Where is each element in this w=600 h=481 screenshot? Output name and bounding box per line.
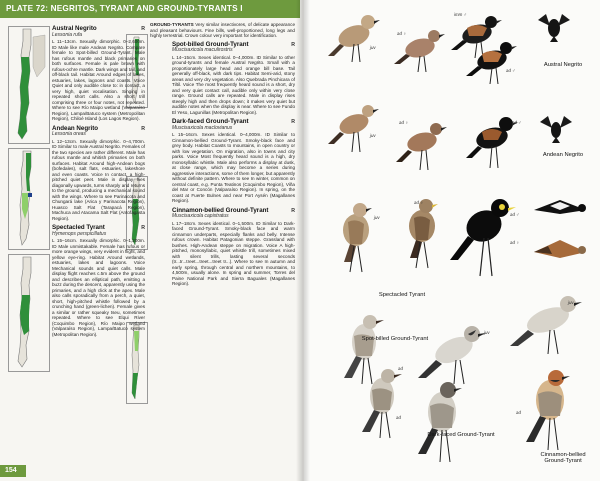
- tag-ad: ad: [516, 410, 521, 415]
- species-entry-cinnamon-bellied: [150, 208, 295, 287]
- bird-illustration: [464, 36, 520, 86]
- species-status: R: [291, 41, 295, 48]
- plate-title: PLATE 72: NEGRITOS, TYRANT AND GROUND-TYRANTS I: [6, 4, 243, 13]
- bird-illustration: [504, 286, 594, 356]
- species-name: Spot-billed Ground-Tyrant: [172, 40, 249, 48]
- species-description: L 15–16cm. Sexually dimorphic. 0–1,200m. ID Male unmistakable. Female has rufous or more orange wings, very evident in flight, and yellow eye-ring. Habitat Around wetlands, estuaries, lakes and lagoons. Voice Mechanical sounds and quiet calls. Male display flight reaches c.5m above the ground and describes an elliptical path, emitting a buzz during the descent, apparently using the primaries, and a high click at the apex. Male also calls sporadically from a perch, a quiet, short, high-pitched whistle followed by a crunching hand (green-lichen). Female gives a similar or rather squeaky tseu, sometimes repeated. Where to see Elqui River (Coquimbo Region), Río Maipo wetland (Valparaíso Region), Lampa/Batuco system (Metropolitan Region).: [52, 238, 145, 337]
- bird-illustration: [510, 360, 590, 452]
- tag-ad: ad: [398, 366, 403, 371]
- tag-ad-male: ad ♂: [506, 68, 516, 73]
- tag-ad-male: ad ♂: [512, 120, 522, 125]
- species-scientific-name: Lessonia rufa: [52, 31, 83, 38]
- tag-juv: juv: [484, 330, 490, 335]
- species-name: Spectacled Tyrant: [52, 224, 105, 231]
- caption-dark-faced: Dark-faced Ground-Tyrant: [427, 432, 495, 438]
- species-entry-dark-faced: [150, 119, 295, 204]
- species-status: R: [141, 225, 145, 231]
- bird-illustration: [530, 232, 590, 272]
- bird-illustration: [538, 114, 574, 144]
- plate-header: [0, 0, 300, 18]
- tag-ad: ad: [396, 415, 401, 420]
- species-entry-austral-negrito: [52, 26, 145, 122]
- tag-juv: juv: [370, 45, 376, 50]
- page-number-badge: [0, 465, 26, 477]
- species-name: Cinnamon-bellied Ground-Tyrant: [172, 206, 269, 214]
- caption-spot-billed: Spot-billed Ground-Tyrant: [361, 336, 429, 342]
- species-entry-spot-billed: [150, 42, 295, 116]
- page-number: 154: [5, 467, 17, 474]
- tag-juv: juv: [374, 215, 380, 220]
- range-map-austral-negrito: [8, 26, 50, 144]
- caption-spectacled-tyrant: Spectacled Tyrant: [378, 292, 426, 298]
- species-scientific-name: Muscisaxicola capistratus: [172, 213, 229, 219]
- bird-illustration: [326, 196, 386, 276]
- caption-austral-negrito: Austral Negrito: [543, 62, 583, 68]
- right-page-plate: [304, 0, 600, 481]
- text-column-right: [150, 22, 295, 291]
- species-description: L 14–15cm. Sexes identical. 0–4,000m. ID Similar to other ground-tyrants and female Austral Negrito. Small with a proportionately large head and orange bill base. Tail generally off-black, with dark tips. Habitat Semi-arid, stony areas and very dry vegetation. Also Quebrada Pinchicara of Tiltil. Voice The most frequently heard sound is a short, dry and very quiet contact call, audible only within very close range. Ground calls are repeated. Male in display rises steeply high and then drops down; it makes very quiet but audible notes when the display is near. Where to see Fundo El Yeso, Lagunillas (Metropolitan Region).: [172, 54, 295, 115]
- species-status: R: [291, 119, 295, 125]
- range-map-andean-negrito: [8, 148, 50, 250]
- bird-illustration: [326, 98, 382, 154]
- species-description: L 12–13cm. Sexually dimorphic. 0–4,700m. ID Similar to male Austral Negrito. Females of the two species are rather different. Male has rufous mantle and whitish primaries on both surfaces. Habitat Around high-Andean bogs (bofedales), salt flats, estuaries, lakeshore and even coasts. Voice In contact, a high-pitched quiet peet. Male in display flies diagonally upwards, turns sharply and returns to the ground, producing a mechanical sound with the wings. Where to see Parinacota and Chungará lake (Arica y Parinacota Region), Huasco Salt Flat (Tarapacá Region), Machuca and Atacama Salt Flat (Antofagasta Region).: [52, 138, 145, 221]
- intro-text: Very similar insectivores, of delicate appearance and pleasant behaviours. Fine bills, well-proportioned, long legs and highly terrestrial. Crown colour very important for identification.: [150, 22, 295, 38]
- bird-illustration: [462, 110, 522, 170]
- species-name: Dark-faced Ground-Tyrant: [172, 118, 249, 125]
- species-scientific-name: Hymenops perspicillatus: [52, 230, 107, 237]
- species-status: R: [291, 207, 295, 214]
- bird-illustration: [534, 10, 574, 44]
- species-name: Austral Negrito: [52, 25, 97, 32]
- tag-ad-female: ad ♀: [397, 31, 407, 36]
- caption-andean-negrito: Andean Negrito: [542, 152, 584, 158]
- right-column-entries: [150, 42, 295, 287]
- species-scientific-name: Muscisaxicola maclovianus: [172, 124, 233, 131]
- tag-juv: juv: [568, 300, 574, 305]
- caption-cinnamon-bellied: Cinnamon-bellied Ground-Tyrant: [540, 452, 586, 465]
- species-description: L 17–18cm. Sexes identical. 0–1,500m. ID Similar to Dark-faced Ground-Tyrant. Smoky-black face and warm cinnamon underparts, especially flanks and belly. Intense rufous crown. Habitat Patagonian steppe. Grassland with bushes. High-Andean steppe on migration. Voice A high-pitched, monosyllabic, quiet whistle trill, sometimes mixed with silent trills, lasting several seconds (tr...tr...treet...treet...treet tr...). Where to see In autumn and early spring, through central and northern mountains, to 4,500m, usually alone. In spring and summer, Torres del Paine National Park and Sierra Baguales (Magallanes Region).: [172, 220, 295, 286]
- range-map-spectacled-tyrant: [8, 254, 50, 372]
- bird-illustration: [324, 6, 384, 66]
- bird-illustration: [444, 190, 524, 280]
- bird-illustration: [402, 372, 482, 464]
- text-column-left: [52, 26, 145, 341]
- species-entry-andean-negrito: [52, 126, 145, 222]
- intro-heading: GROUND-TYRANTS: [150, 22, 194, 27]
- tag-imm-male: imm ♂: [454, 12, 467, 17]
- species-description: L 15–16cm. Sexes identical. 0–4,000m. ID Similar to Cinnamon-bellied Ground-Tyrant. Smoky-black face and grey body. Habitat Coasts to mountains, in open country or with low vegetation. On migration, also in towns and city parks. Voice Most frequently heard sound is a high, dry monosyllabic whistle. Male also performs a display at dusk, at close range, which may become a series during aggressive interactions, some of them longer, but apparently without definite pattern. Where to see In winter, common on central coast, e.g. Punta Teatinos (Coquimbo Region), Viña del Mar or Concón (Valparaíso Region). In spring, on the coast at Fuerte Bulnes and near Port Aysén (Magallanes Region).: [172, 132, 295, 203]
- species-status: R: [141, 26, 145, 32]
- tag-ad-female: ad ♀: [399, 120, 409, 125]
- species-entry-spectacled-tyrant: [52, 225, 145, 337]
- species-status: R: [141, 125, 145, 132]
- species-name: Andean Negrito: [52, 124, 99, 132]
- tag-ad-female: ad ♀: [414, 200, 424, 205]
- tag-juv: juv: [370, 133, 376, 138]
- ground-tyrants-intro: [150, 22, 295, 39]
- species-scientific-name: Lessonia oreas: [52, 131, 86, 137]
- bird-illustration: [530, 192, 590, 228]
- tag-ad-male: ad ♂: [510, 212, 520, 217]
- species-scientific-name: Muscisaxicola maculirostris: [172, 47, 233, 53]
- species-description: L 11–13cm. Sexually dimorphic. 0–2,600m. ID Male like male Andean Negrito. Compare female to Spot-billed Ground-Tyrant. Male has rufous mantle and black primaries on both surfaces. Female is pale brown with rufous-ochre mantle. Dark wings and tail, and off-black tail. Habitat Around edges of lakes, estuaries, lakes, lagoons and coasts. Voice Quiet and only audible close to: in contact, a very high, quiet vocalisation. Singing in repeated short calls. Also a short trill comprising three or four notes, not repeated. Where to see Río Maipo wetland (Valparaíso Region), Lampa/Batuco system (Metropolitan Region), Chiloé Island (Los Lagos Region).: [52, 39, 145, 121]
- tag-ad-female: ad ♀: [510, 240, 520, 245]
